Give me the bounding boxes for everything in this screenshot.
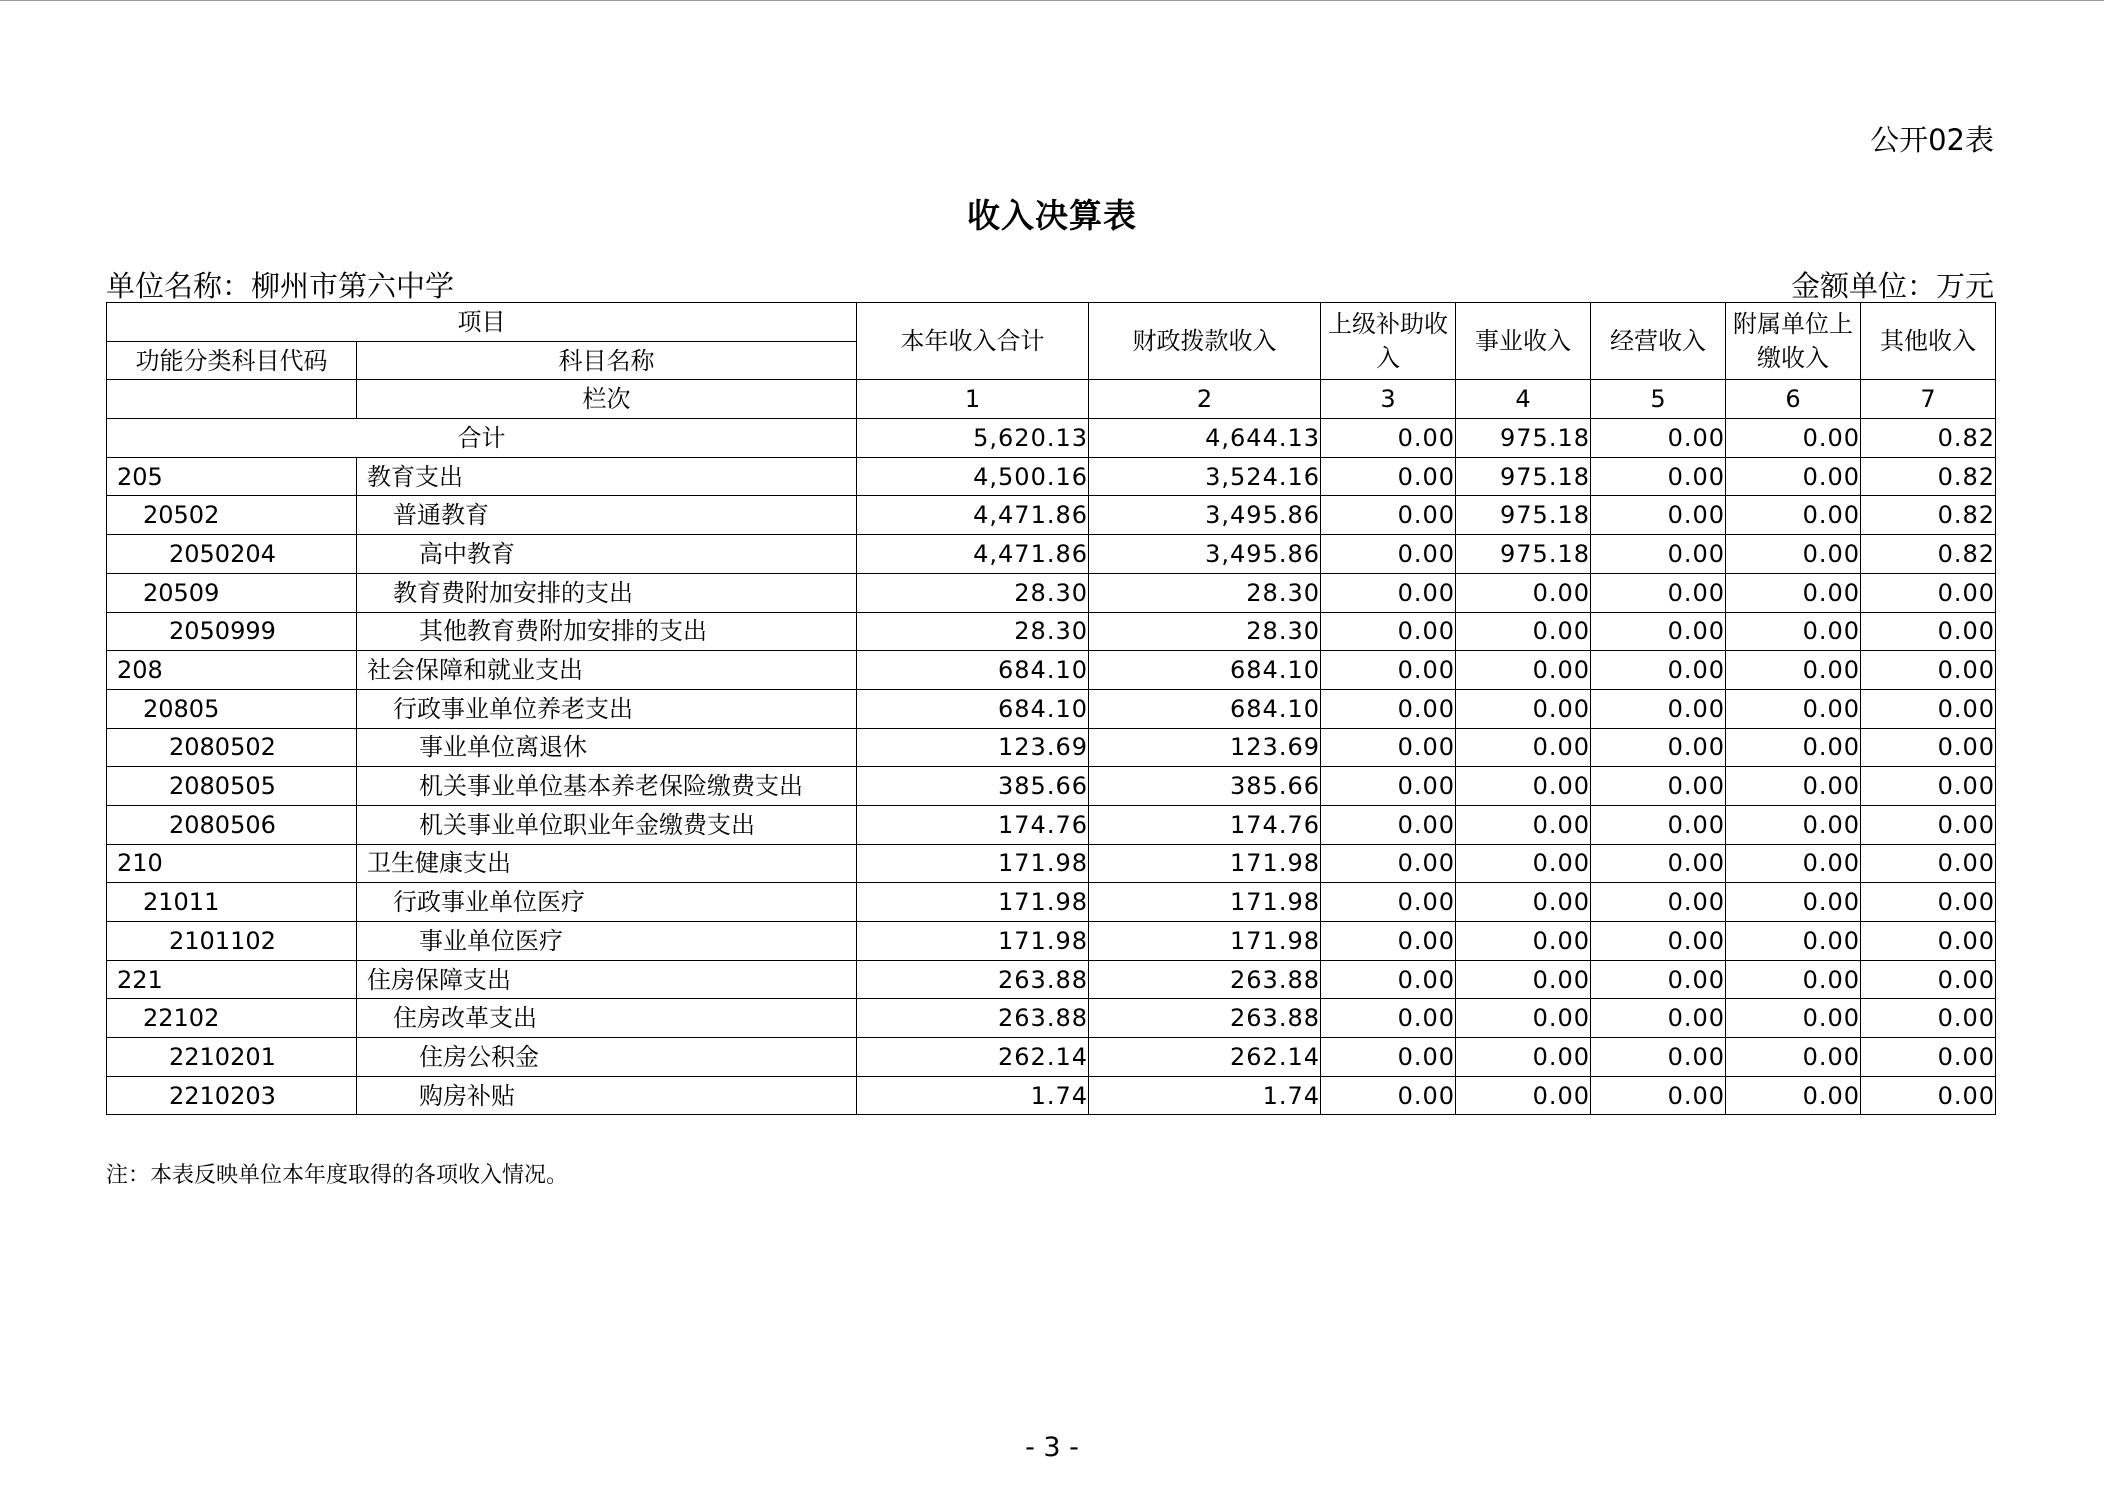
row-value: 0.00 — [1861, 573, 1996, 612]
row-value: 123.69 — [1089, 728, 1321, 767]
row-value: 0.00 — [1861, 960, 1996, 999]
page-number: - 3 - — [1025, 1432, 1079, 1463]
total-value: 0.00 — [1726, 419, 1861, 458]
row-value: 0.82 — [1861, 535, 1996, 574]
row-value: 684.10 — [857, 689, 1089, 728]
row-code: 2050204 — [107, 535, 357, 574]
table-row — [107, 612, 1996, 651]
row-code: 2210203 — [107, 1076, 357, 1115]
row-value: 385.66 — [857, 767, 1089, 806]
unit-name: 单位名称：柳州市第六中学 — [106, 269, 455, 303]
row-value: 0.00 — [1321, 457, 1456, 496]
row-value: 0.00 — [1726, 883, 1861, 922]
col-number: 1 — [857, 380, 1089, 419]
header-col-operating: 经营收入 — [1591, 303, 1726, 380]
row-value: 0.00 — [1321, 612, 1456, 651]
table-row — [107, 1076, 1996, 1115]
income-table — [106, 302, 1996, 1115]
row-value: 262.14 — [1089, 1038, 1321, 1077]
table-row — [107, 728, 1996, 767]
row-value: 0.00 — [1726, 844, 1861, 883]
row-code: 2080502 — [107, 728, 357, 767]
form-number: 公开02表 — [1870, 123, 1994, 157]
row-value: 0.00 — [1861, 767, 1996, 806]
col-number: 4 — [1456, 380, 1591, 419]
row-value: 0.00 — [1861, 612, 1996, 651]
table-row — [107, 689, 1996, 728]
col-number: 5 — [1591, 380, 1726, 419]
row-value: 0.00 — [1726, 535, 1861, 574]
row-value: 1.74 — [857, 1076, 1089, 1115]
header-item: 项目 — [107, 303, 857, 342]
row-value: 0.00 — [1321, 960, 1456, 999]
row-name: 机关事业单位基本养老保险缴费支出 — [357, 767, 857, 806]
row-value: 0.00 — [1591, 728, 1726, 767]
row-value: 0.00 — [1726, 573, 1861, 612]
row-value: 0.82 — [1861, 496, 1996, 535]
row-value: 3,495.86 — [1089, 496, 1321, 535]
row-value: 0.00 — [1591, 651, 1726, 690]
row-value: 975.18 — [1456, 496, 1591, 535]
table-row — [107, 457, 1996, 496]
row-value: 0.00 — [1726, 960, 1861, 999]
table-row — [107, 767, 1996, 806]
row-value: 171.98 — [857, 922, 1089, 961]
row-value: 0.00 — [1591, 1038, 1726, 1077]
row-code: 20509 — [107, 573, 357, 612]
row-value: 0.00 — [1726, 1076, 1861, 1115]
row-value: 1.74 — [1089, 1076, 1321, 1115]
row-value: 262.14 — [857, 1038, 1089, 1077]
row-value: 0.00 — [1591, 960, 1726, 999]
row-name: 高中教育 — [357, 535, 857, 574]
total-value: 975.18 — [1456, 419, 1591, 458]
col-number: 3 — [1321, 380, 1456, 419]
row-name: 社会保障和就业支出 — [357, 651, 857, 690]
row-value: 3,495.86 — [1089, 535, 1321, 574]
row-value: 0.00 — [1321, 689, 1456, 728]
row-value: 0.00 — [1321, 573, 1456, 612]
row-value: 975.18 — [1456, 457, 1591, 496]
row-value: 0.82 — [1861, 457, 1996, 496]
row-name: 教育费附加安排的支出 — [357, 573, 857, 612]
row-value: 3,524.16 — [1089, 457, 1321, 496]
row-value: 263.88 — [857, 960, 1089, 999]
row-name: 住房改革支出 — [357, 999, 857, 1038]
row-value: 0.00 — [1591, 844, 1726, 883]
row-name: 行政事业单位医疗 — [357, 883, 857, 922]
row-value: 0.00 — [1726, 651, 1861, 690]
row-value: 0.00 — [1456, 999, 1591, 1038]
row-value: 0.00 — [1321, 728, 1456, 767]
row-value: 684.10 — [1089, 651, 1321, 690]
header-code: 功能分类科目代码 — [107, 341, 357, 380]
header-name: 科目名称 — [357, 341, 857, 380]
table-row — [107, 805, 1996, 844]
row-name: 机关事业单位职业年金缴费支出 — [357, 805, 857, 844]
total-value: 5,620.13 — [857, 419, 1089, 458]
row-code: 221 — [107, 960, 357, 999]
col-number: 6 — [1726, 380, 1861, 419]
header-row-1 — [107, 303, 1996, 342]
row-value: 0.00 — [1591, 612, 1726, 651]
row-name: 住房保障支出 — [357, 960, 857, 999]
row-value: 0.00 — [1861, 844, 1996, 883]
header-index-blank — [107, 380, 357, 419]
table-row — [107, 883, 1996, 922]
row-value: 123.69 — [857, 728, 1089, 767]
row-value: 0.00 — [1456, 960, 1591, 999]
row-value: 0.00 — [1456, 883, 1591, 922]
row-code: 20502 — [107, 496, 357, 535]
row-value: 0.00 — [1861, 1038, 1996, 1077]
row-value: 0.00 — [1591, 496, 1726, 535]
row-value: 4,471.86 — [857, 535, 1089, 574]
row-value: 0.00 — [1321, 805, 1456, 844]
row-name: 教育支出 — [357, 457, 857, 496]
row-value: 0.00 — [1456, 1038, 1591, 1077]
header-col-other: 其他收入 — [1861, 303, 1996, 380]
row-value: 0.00 — [1726, 612, 1861, 651]
row-value: 0.00 — [1591, 573, 1726, 612]
total-value: 0.00 — [1321, 419, 1456, 458]
row-value: 4,500.16 — [857, 457, 1089, 496]
income-table-container — [106, 302, 1995, 1115]
row-name: 卫生健康支出 — [357, 844, 857, 883]
row-code: 22102 — [107, 999, 357, 1038]
row-code: 20805 — [107, 689, 357, 728]
row-value: 0.00 — [1726, 999, 1861, 1038]
row-value: 0.00 — [1591, 922, 1726, 961]
row-code: 21011 — [107, 883, 357, 922]
total-label: 合计 — [107, 419, 857, 458]
row-value: 174.76 — [1089, 805, 1321, 844]
row-value: 0.00 — [1726, 805, 1861, 844]
row-value: 171.98 — [857, 883, 1089, 922]
total-value: 4,644.13 — [1089, 419, 1321, 458]
row-value: 0.00 — [1591, 767, 1726, 806]
table-note: 注：本表反映单位本年度取得的各项收入情况。 — [106, 1163, 569, 1188]
row-name: 事业单位离退休 — [357, 728, 857, 767]
row-value: 0.00 — [1861, 805, 1996, 844]
row-value: 684.10 — [857, 651, 1089, 690]
row-value: 28.30 — [1089, 612, 1321, 651]
row-value: 0.00 — [1861, 728, 1996, 767]
row-code: 2101102 — [107, 922, 357, 961]
row-code: 2080505 — [107, 767, 357, 806]
row-value: 0.00 — [1861, 999, 1996, 1038]
table-row — [107, 573, 1996, 612]
row-value: 28.30 — [857, 612, 1089, 651]
row-value: 263.88 — [1089, 960, 1321, 999]
row-value: 0.00 — [1321, 535, 1456, 574]
page-title: 收入决算表 — [967, 196, 1137, 235]
header-col-total: 本年收入合计 — [857, 303, 1089, 380]
row-value: 975.18 — [1456, 535, 1591, 574]
row-value: 0.00 — [1321, 844, 1456, 883]
row-value: 0.00 — [1726, 922, 1861, 961]
row-value: 171.98 — [857, 844, 1089, 883]
row-value: 0.00 — [1456, 767, 1591, 806]
row-value: 28.30 — [1089, 573, 1321, 612]
row-value: 0.00 — [1861, 922, 1996, 961]
header-col-fiscal: 财政拨款收入 — [1089, 303, 1321, 380]
table-row — [107, 496, 1996, 535]
total-value: 0.00 — [1591, 419, 1726, 458]
row-value: 28.30 — [857, 573, 1089, 612]
row-name: 行政事业单位养老支出 — [357, 689, 857, 728]
row-value: 0.00 — [1591, 535, 1726, 574]
row-value: 0.00 — [1321, 999, 1456, 1038]
row-value: 0.00 — [1321, 922, 1456, 961]
amount-unit: 金额单位：万元 — [1790, 269, 1994, 303]
table-row — [107, 535, 1996, 574]
col-number: 2 — [1089, 380, 1321, 419]
table-row — [107, 651, 1996, 690]
row-value: 0.00 — [1321, 651, 1456, 690]
row-value: 0.00 — [1456, 728, 1591, 767]
row-value: 171.98 — [1089, 844, 1321, 883]
row-name: 事业单位医疗 — [357, 922, 857, 961]
row-value: 0.00 — [1456, 573, 1591, 612]
header-col-affiliate: 附属单位上缴收入 — [1726, 303, 1861, 380]
total-value: 0.82 — [1861, 419, 1996, 458]
row-name: 住房公积金 — [357, 1038, 857, 1077]
row-value: 0.00 — [1456, 922, 1591, 961]
row-value: 171.98 — [1089, 883, 1321, 922]
header-col-index: 栏次 — [357, 380, 857, 419]
row-name: 其他教育费附加安排的支出 — [357, 612, 857, 651]
row-value: 0.00 — [1321, 1076, 1456, 1115]
table-row — [107, 844, 1996, 883]
row-code: 210 — [107, 844, 357, 883]
row-code: 205 — [107, 457, 357, 496]
top-border-line — [0, 0, 2104, 1]
row-value: 0.00 — [1861, 651, 1996, 690]
row-value: 0.00 — [1726, 689, 1861, 728]
header-col-business: 事业收入 — [1456, 303, 1591, 380]
row-value: 0.00 — [1456, 612, 1591, 651]
total-row — [107, 419, 1996, 458]
row-value: 0.00 — [1591, 805, 1726, 844]
row-value: 684.10 — [1089, 689, 1321, 728]
row-code: 208 — [107, 651, 357, 690]
row-value: 263.88 — [1089, 999, 1321, 1038]
row-value: 0.00 — [1861, 1076, 1996, 1115]
row-value: 263.88 — [857, 999, 1089, 1038]
col-number: 7 — [1861, 380, 1996, 419]
header-col-superior: 上级补助收入 — [1321, 303, 1456, 380]
row-value: 0.00 — [1591, 689, 1726, 728]
row-value: 0.00 — [1726, 767, 1861, 806]
row-value: 0.00 — [1321, 767, 1456, 806]
row-value: 0.00 — [1321, 1038, 1456, 1077]
row-value: 0.00 — [1456, 1076, 1591, 1115]
row-code: 2050999 — [107, 612, 357, 651]
row-value: 171.98 — [1089, 922, 1321, 961]
row-value: 0.00 — [1456, 844, 1591, 883]
row-value: 0.00 — [1726, 496, 1861, 535]
row-name: 购房补贴 — [357, 1076, 857, 1115]
row-value: 0.00 — [1321, 496, 1456, 535]
row-name: 普通教育 — [357, 496, 857, 535]
row-value: 0.00 — [1726, 457, 1861, 496]
table-row — [107, 960, 1996, 999]
table-row — [107, 1038, 1996, 1077]
row-value: 0.00 — [1591, 999, 1726, 1038]
row-value: 174.76 — [857, 805, 1089, 844]
row-value: 0.00 — [1321, 883, 1456, 922]
row-value: 0.00 — [1456, 689, 1591, 728]
row-value: 4,471.86 — [857, 496, 1089, 535]
row-code: 2210201 — [107, 1038, 357, 1077]
table-row — [107, 999, 1996, 1038]
row-value: 0.00 — [1591, 457, 1726, 496]
row-value: 0.00 — [1726, 728, 1861, 767]
table-row — [107, 922, 1996, 961]
header-row-index — [107, 380, 1996, 419]
row-value: 0.00 — [1726, 1038, 1861, 1077]
row-value: 0.00 — [1456, 805, 1591, 844]
row-value: 0.00 — [1456, 651, 1591, 690]
row-value: 0.00 — [1861, 689, 1996, 728]
row-code: 2080506 — [107, 805, 357, 844]
row-value: 0.00 — [1591, 1076, 1726, 1115]
row-value: 0.00 — [1591, 883, 1726, 922]
row-value: 385.66 — [1089, 767, 1321, 806]
row-value: 0.00 — [1861, 883, 1996, 922]
